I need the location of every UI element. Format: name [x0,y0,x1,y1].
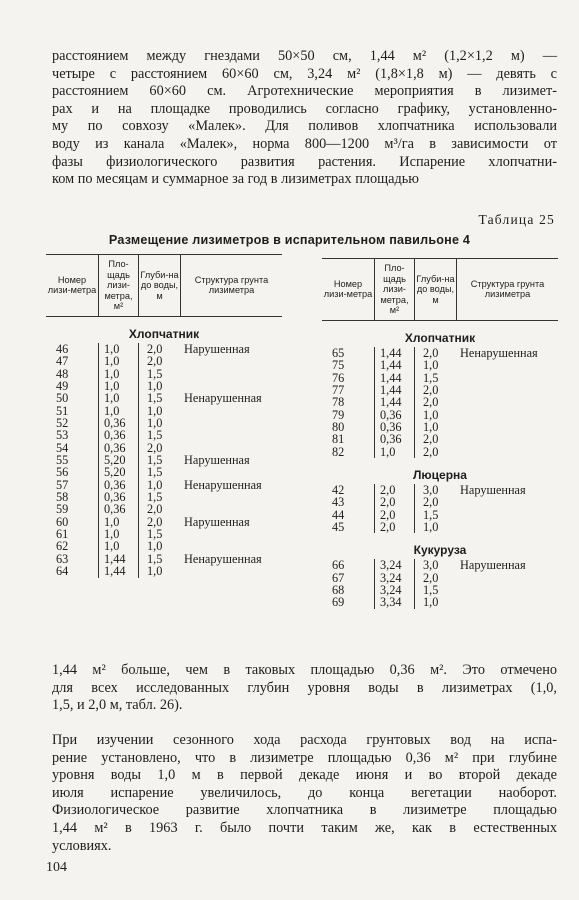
lysimeter-number-cell: 61 [56,527,69,542]
water-depth-cell: 1,5 [147,490,163,505]
lysimeter-table-right [322,258,558,609]
final-paragraph [52,732,557,855]
lysimeter-area-column [98,343,138,578]
water-depth-cell: 1,0 [147,564,163,579]
water-depth-cell: 2,0 [423,495,439,510]
lysimeter-area-cell: 2,0 [380,520,396,535]
soil-structure-cell: Ненарушенная [460,345,538,360]
water-depth-cell: 2,0 [423,570,439,585]
lysimeter-area-cell: 1,0 [104,403,120,418]
water-depth-cell: 1,5 [147,527,163,542]
water-depth-cell: 2,0 [423,395,439,410]
soil-structure-cell: Ненарушенная [184,477,262,492]
water-depth-cell: 1,0 [423,358,439,373]
lysimeter-number-cell: 63 [56,551,69,566]
water-depth-cell: 2,0 [423,444,439,459]
soil-structure-cell [184,491,282,503]
lysimeter-area-cell: 3,24 [380,570,402,585]
lysimeter-area-cell: 1,0 [104,514,120,529]
soil-structure-cell [460,384,558,396]
lysimeter-number-cell: 46 [56,341,69,356]
lysimeter-area-cell: 1,0 [104,341,120,356]
soil-structure-cell [460,509,558,521]
lysimeter-number-cell: 77 [332,383,345,397]
lysimeter-area-cell: 1,44 [380,370,402,385]
header-depth: Глуби-на до воды, м [138,255,180,316]
soil-structure-cell: Нарушенная [184,341,250,356]
header-number: Номер лизи-метра [323,278,373,300]
table-header [46,254,282,317]
water-depth-cell: 1,5 [423,507,439,522]
soil-structure-cell [184,528,282,540]
soil-structure-cell [184,503,282,515]
lysimeter-number-column [322,347,374,458]
lysimeter-area-cell: 3,24 [380,558,402,573]
lysimeter-area-cell: 1,44 [380,358,402,373]
lysimeter-area-cell: 3,34 [380,595,402,610]
soil-structure-cell [460,521,558,533]
lysimeter-number-cell: 59 [56,502,69,517]
lysimeter-number-cell: 56 [56,465,69,480]
soil-structure-column [456,347,558,458]
header-area: Пло-щадь лизи-метра, м² [374,259,414,320]
soil-structure-cell [460,409,558,421]
water-depth-cell: 2,0 [147,341,163,356]
text-line: му по совхозу «Малек». Для поливов хлопчатника использовали [52,118,557,135]
crop-section-rows [322,559,558,608]
water-depth-column [414,347,456,458]
text-line: фазы физиологического развития растения. Испарение хлопчатни- [52,153,557,170]
lysimeter-number-cell: 51 [56,403,69,418]
water-depth-column [138,343,180,578]
lysimeter-number-cell: 81 [332,432,345,447]
soil-structure-column [456,559,558,608]
lysimeter-number-cell: 75 [332,358,345,373]
table-label: Таблица 25 [478,212,555,227]
soil-structure-cell: Нарушенная [184,453,250,468]
header-number: Номер лизи-метра [47,274,97,296]
text-line: расстоянием между гнездами 50×50 см, 1,44 м² (1,2×1,2 м) — [52,48,557,64]
lysimeter-area-cell: 0,36 [104,416,126,431]
lysimeter-area-cell: 2,0 [380,495,396,510]
water-depth-cell: 2,0 [147,440,163,455]
lysimeter-number-cell: 67 [332,570,345,585]
water-depth-cell: 1,5 [147,366,163,381]
soil-structure-cell [460,359,558,371]
crop-section-rows [46,343,282,578]
header-structure: Структура грунта лизиметра [456,259,558,320]
lysimeter-area-cell: 0,36 [104,477,126,492]
soil-structure-cell: Ненарушенная [184,551,262,566]
crop-section-title: Хлопчатник [128,326,200,341]
text-line: июля испарение увеличилось, до конца вегетации наоборот. [52,784,557,801]
water-depth-cell: 2,0 [423,383,439,397]
lysimeter-area-cell: 0,36 [380,407,402,422]
water-depth-cell: 1,0 [147,379,163,393]
crop-section-rows [322,347,558,458]
lysimeter-area-column [374,347,414,458]
water-depth-cell: 1,0 [423,520,439,535]
soil-structure-cell [460,396,558,408]
lysimeter-number-cell: 52 [56,416,69,431]
soil-structure-cell [184,405,282,417]
text-line: для всех исследованных глубин уровня воды в лизиметрах (1,0, [52,679,557,696]
water-depth-cell: 1,0 [147,403,163,418]
lysimeter-area-cell: 3,24 [380,583,402,598]
lysimeter-number-cell: 60 [56,514,69,529]
lysimeter-area-cell: 5,20 [104,453,126,468]
lysimeter-number-column [322,559,374,608]
lysimeter-number-cell: 53 [56,428,69,443]
water-depth-cell: 2,0 [423,345,439,360]
lysimeter-number-cell: 66 [332,558,345,573]
lysimeter-number-cell: 48 [56,366,69,381]
lysimeter-area-cell: 1,44 [104,551,126,566]
soil-structure-cell: Нарушенная [460,483,526,498]
text-line: расстоянием 60×60 см. Агротехнические мероприятия в лизимет- [52,83,557,100]
soil-structure-cell [460,584,558,596]
crop-section-title: Люцерна [413,468,467,483]
lysimeter-number-cell: 45 [332,520,345,535]
text-line: При изучении сезонного хода расхода грунтовых вод на испа- [52,732,557,748]
soil-structure-cell [460,421,558,433]
lysimeter-area-cell: 1,44 [380,345,402,360]
lysimeter-number-cell: 65 [332,345,345,360]
intro-paragraph [52,48,557,189]
soil-structure-cell [460,596,558,608]
soil-structure-cell [460,572,558,584]
water-depth-cell: 1,5 [147,551,163,566]
water-depth-cell: 1,0 [147,539,163,554]
lysimeter-area-cell: 0,36 [104,428,126,443]
text-line: условиях. [52,837,112,854]
table-body [46,325,282,578]
page-number: 104 [46,860,67,875]
lysimeter-number-cell: 42 [332,483,345,498]
water-depth-cell: 2,0 [147,502,163,517]
lysimeter-number-cell: 68 [332,583,345,598]
water-depth-cell: 1,0 [423,407,439,422]
lysimeter-area-cell: 0,36 [104,490,126,505]
text-line: четыре с расстоянием 60×60 см, 3,24 м² (1,8×1,8 м) — девять с [52,65,557,82]
lysimeter-area-column [374,484,414,533]
water-depth-cell: 2,0 [147,354,163,369]
lysimeter-area-cell: 1,0 [380,444,396,459]
lysimeter-number-cell: 80 [332,420,345,435]
lysimeter-area-cell: 1,0 [104,391,120,406]
lysimeter-number-cell: 82 [332,444,345,459]
text-line: 1,44 м² больше, чем в таковых площадью 0,36 м². Это отмечено [52,662,557,678]
water-depth-cell: 1,0 [423,595,439,610]
lysimeter-number-cell: 79 [332,407,345,422]
soil-structure-cell [184,417,282,429]
lysimeter-area-column [374,559,414,608]
soil-structure-cell [460,446,558,458]
lysimeter-number-cell: 49 [56,379,69,393]
crop-section-title: Хлопчатник [404,330,476,345]
lysimeter-number-cell: 76 [332,370,345,385]
lysimeter-area-cell: 1,44 [104,564,126,579]
soil-structure-cell: Нарушенная [184,514,250,529]
soil-structure-cell [184,540,282,552]
soil-structure-cell [460,496,558,508]
text-line: уровня воды 1,0 м в первой декаде июня и во второй декаде [52,767,557,784]
text-line: ком по месяцам и суммарное за год в лизиметрах площадью [52,171,419,188]
table-title: Размещение лизиметров в испарительном павильоне 4 [108,233,471,247]
lysimeter-number-cell: 64 [56,564,69,579]
soil-structure-cell [184,368,282,380]
soil-structure-column [456,484,558,533]
text-line: 1,5, и 2,0 м, табл. 26). [52,697,183,714]
water-depth-column [414,484,456,533]
soil-structure-cell: Ненарушенная [184,391,262,406]
lysimeter-number-cell: 57 [56,477,69,492]
lysimeter-area-cell: 0,36 [380,432,402,447]
lysimeter-area-cell: 1,0 [104,354,120,369]
soil-structure-cell [184,466,282,478]
water-depth-cell: 1,0 [423,420,439,435]
text-line: воду из канала «Малек», норма 800—1200 м³/га в зависимости от [52,135,557,152]
lysimeter-number-cell: 47 [56,354,69,369]
lysimeter-area-cell: 0,36 [104,502,126,517]
crop-section-rows [322,484,558,533]
header-depth: Глуби-на до воды, м [414,259,456,320]
water-depth-cell: 3,0 [423,483,439,498]
lysimeter-area-cell: 5,20 [104,465,126,480]
lysimeter-area-cell: 1,0 [104,539,120,554]
water-depth-cell: 1,5 [147,465,163,480]
crop-section-title: Кукуруза [413,543,467,558]
header-structure: Структура грунта лизиметра [180,255,282,316]
lysimeter-number-cell: 69 [332,595,345,610]
lysimeter-number-cell: 58 [56,490,69,505]
water-depth-cell: 1,0 [147,477,163,492]
lysimeter-number-cell: 54 [56,440,69,455]
water-depth-cell: 1,5 [423,370,439,385]
text-line: рах и на площадке проводились согласно графику, установленно- [52,100,557,117]
water-depth-cell: 1,5 [147,391,163,406]
lysimeter-area-cell: 1,0 [104,527,120,542]
lysimeter-number-column [322,484,374,533]
text-line: 1,44 м² в 1963 г. было почти таким же, как в естественных [52,819,557,836]
lysimeter-number-column [46,343,98,578]
lysimeter-area-cell: 1,44 [380,395,402,410]
water-depth-cell: 1,5 [147,453,163,468]
soil-structure-cell [184,355,282,367]
lysimeter-number-cell: 44 [332,507,345,522]
lysimeter-area-cell: 0,36 [380,420,402,435]
lysimeter-area-cell: 2,0 [380,507,396,522]
soil-structure-cell [184,565,282,577]
lysimeter-area-cell: 1,0 [104,379,120,393]
after-table-paragraph [52,662,557,715]
soil-structure-cell [460,372,558,384]
lysimeter-number-cell: 62 [56,539,69,554]
lysimeter-table-left [46,254,282,578]
water-depth-cell: 2,0 [423,432,439,447]
water-depth-cell: 3,0 [423,558,439,573]
lysimeter-number-cell: 55 [56,453,69,468]
lysimeter-area-cell: 0,36 [104,440,126,455]
soil-structure-cell: Нарушенная [460,558,526,573]
text-line: Физиологическое развитие хлопчатника в лизиметре площадью [52,802,557,819]
soil-structure-column [180,343,282,578]
lysimeter-number-cell: 43 [332,495,345,510]
lysimeter-number-cell: 78 [332,395,345,410]
header-area: Пло-щадь лизи-метра, м² [98,255,138,316]
text-line: рение установлено, что в лизиметре площадью 0,36 м² при глубине [52,749,557,766]
water-depth-cell: 1,5 [423,583,439,598]
table-body [322,329,558,609]
lysimeter-area-cell: 2,0 [380,483,396,498]
water-depth-cell: 1,0 [147,416,163,431]
soil-structure-cell [460,433,558,445]
soil-structure-cell [184,429,282,441]
lysimeter-number-cell: 50 [56,391,69,406]
lysimeter-area-cell: 1,44 [380,383,402,397]
lysimeter-area-cell: 1,0 [104,366,120,381]
water-depth-column [414,559,456,608]
water-depth-cell: 2,0 [147,514,163,529]
water-depth-cell: 1,5 [147,428,163,443]
table-header [322,258,558,321]
